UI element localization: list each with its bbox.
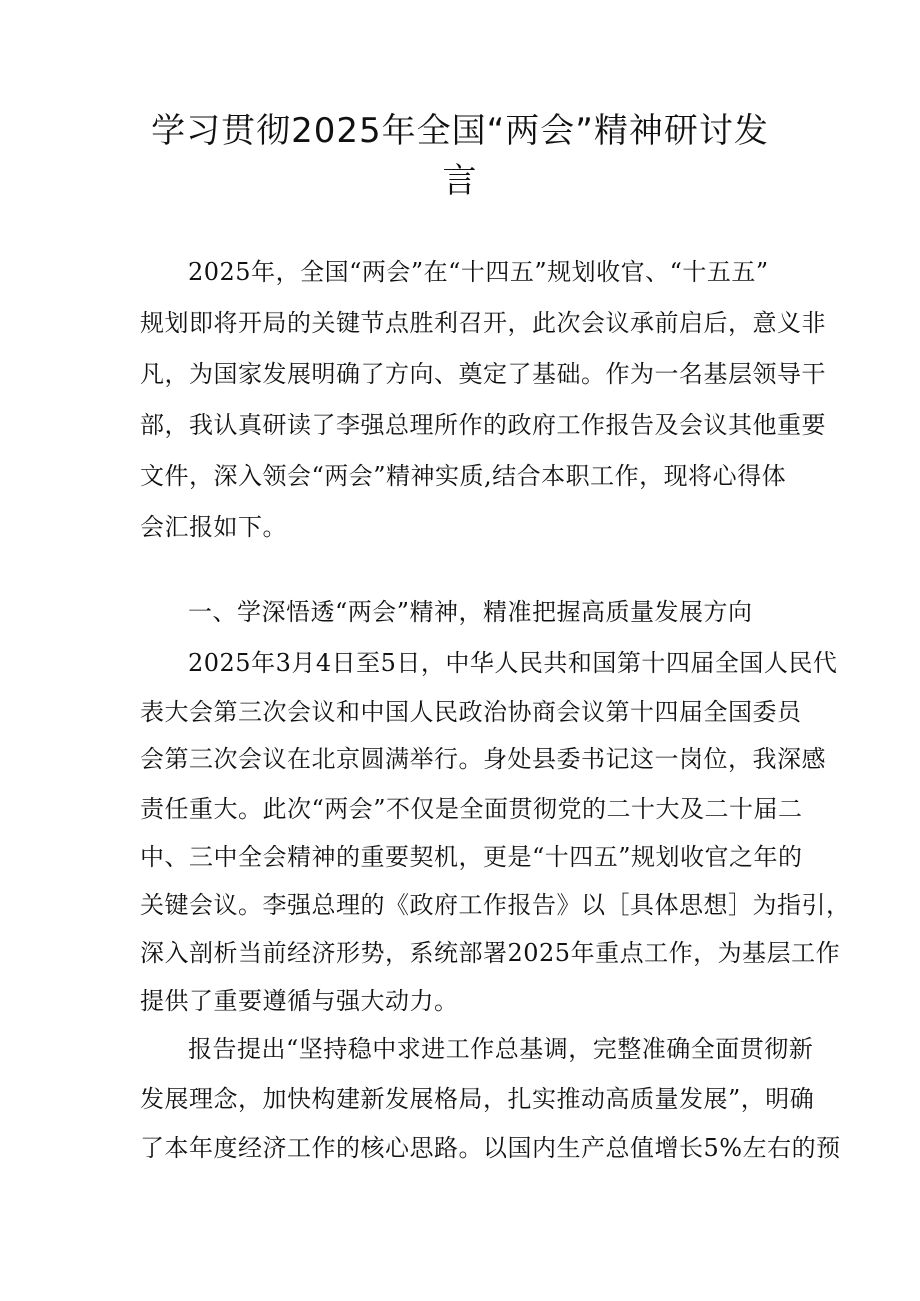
- section-heading: 一、学深悟透“两会”精神，精准把握高质量发展方向: [188, 598, 753, 626]
- paragraph-line: 会第三次会议在北京圆满举行。身处县委书记这一岗位，我深感: [140, 745, 826, 773]
- paragraph-line: 2025年3月4日至5日，中华人民共和国第十四届全国人民代: [188, 649, 838, 677]
- paragraph-line: 发展理念，加快构建新发展格局，扎实推动高质量发展”，明确: [140, 1085, 815, 1113]
- paragraph-line: 会汇报如下。: [140, 513, 287, 541]
- document-title-line-2: 言: [442, 161, 478, 201]
- paragraph-line: 部，我认真研读了李强总理所作的政府工作报告及会议其他重要: [140, 411, 826, 439]
- paragraph-line: 提供了重要遵循与强大动力。: [140, 987, 459, 1015]
- paragraph-line: 中、三中全会精神的重要契机，更是“十四五”规划收官之年的: [140, 843, 803, 871]
- paragraph-line: 2025年，全国“两会”在“十四五”规划收官、“十五五”: [188, 258, 769, 286]
- paragraph-line: 报告提出“坚持稳中求进工作总基调，完整准确全面贯彻新: [188, 1035, 814, 1063]
- paragraph-line: 深入剖析当前经济形势，系统部署2025年重点工作，为基层工作: [140, 939, 841, 967]
- document-title-line-1: 学习贯彻2025年全国“两会”精神研讨发: [151, 111, 769, 151]
- paragraph-line: 了本年度经济工作的核心思路。以国内生产总值增长5%左右的预: [140, 1134, 841, 1162]
- paragraph-line: 凡，为国家发展明确了方向、奠定了基础。作为一名基层领导干: [140, 360, 826, 388]
- paragraph-line: 表大会第三次会议和中国人民政治协商会议第十四届全国委员: [140, 698, 802, 726]
- paragraph-line: 规划即将开局的关键节点胜利召开，此次会议承前启后，意义非: [140, 309, 826, 337]
- paragraph-line: 文件，深入领会“两会”精神实质,结合本职工作，现将心得体: [140, 462, 787, 490]
- paragraph-line: 关键会议。李强总理的《政府工作报告》以［具体思想］为指引，: [140, 891, 851, 919]
- paragraph-line: 责任重大。此次“两会”不仅是全面贯彻党的二十大及二十届二: [140, 795, 803, 823]
